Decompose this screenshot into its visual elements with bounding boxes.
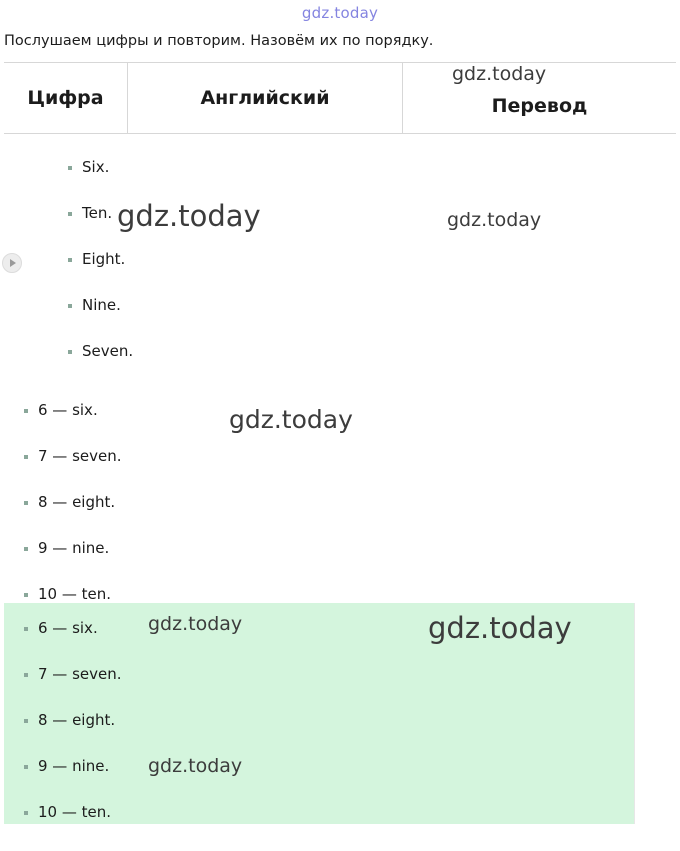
watermark-top: gdz.today — [301, 4, 379, 22]
list-item: 8 — eight. — [38, 713, 122, 728]
watermark-green-c: gdz.today — [148, 755, 243, 777]
watermark-green-b: gdz.today — [428, 611, 572, 645]
list-item: Seven. — [82, 342, 134, 360]
list-item: 6 — six. — [38, 403, 122, 418]
watermark-green-a: gdz.today — [148, 613, 243, 635]
list-item: 7 — seven. — [38, 447, 122, 465]
watermark-body-c: gdz.today — [229, 405, 353, 434]
word-list — [82, 160, 133, 390]
table-column-header-digit-label: Цифра — [27, 87, 104, 109]
table-column-header-english-label: Английский — [200, 87, 330, 109]
list-item: 9 — nine. — [38, 541, 122, 556]
list-item: 10 — ten. — [38, 587, 122, 602]
highlighted-answer-list — [38, 621, 122, 851]
answer-list — [38, 403, 122, 633]
list-item: Nine. — [82, 298, 133, 313]
list-item: Ten. — [82, 206, 133, 221]
table-column-header-translation-label: Перевод — [491, 95, 588, 117]
list-item: 10 — ten. — [38, 805, 122, 820]
watermark-body-b: gdz.today — [447, 209, 542, 231]
list-item: 7 — seven. — [38, 665, 122, 683]
play-icon[interactable] — [2, 253, 22, 273]
watermark-header: gdz.today — [452, 63, 547, 85]
right-gutter-rule — [634, 603, 635, 824]
table-column-header-digit — [4, 63, 128, 133]
list-item: Six. — [82, 160, 133, 175]
task-intro-text: Послушаем цифры и повторим. Назовём их по порядку. — [4, 33, 434, 49]
play-triangle-icon — [10, 259, 16, 267]
vocab-table-header — [4, 62, 676, 134]
list-item: 6 — six. — [38, 621, 122, 636]
list-item: 9 — nine. — [38, 759, 122, 774]
table-column-header-english — [128, 63, 403, 133]
watermark-body-a: gdz.today — [117, 199, 261, 233]
list-item: Eight. — [82, 252, 133, 267]
list-item: 8 — eight. — [38, 495, 122, 510]
